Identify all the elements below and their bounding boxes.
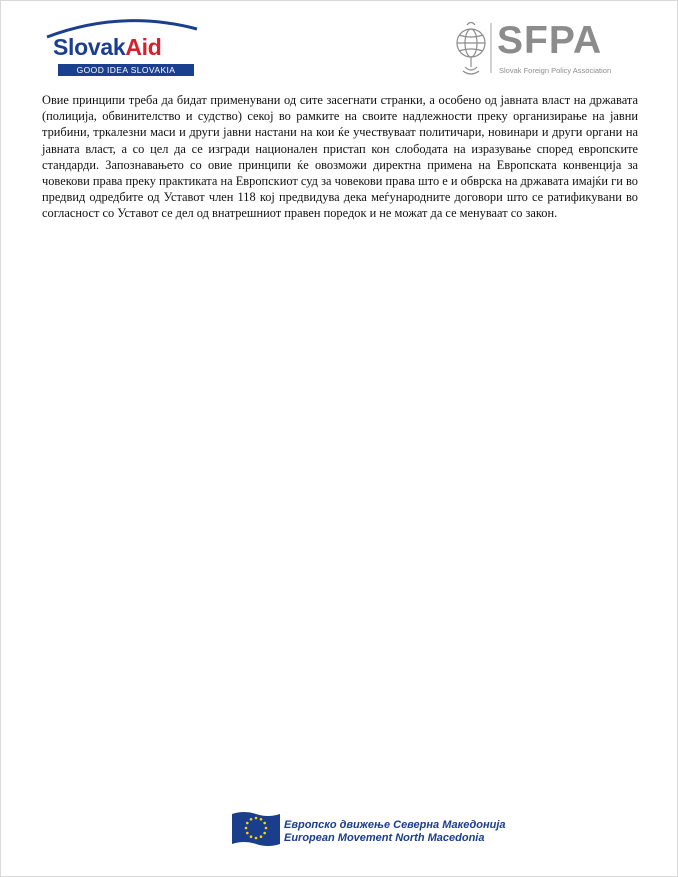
body-paragraph: Овие принципи треба да бидат применувани од сите засегнати странки, а особено од јавната власт на државата (полиција, обвинителство и судство) секој во рамките на своите надлежности преку организирање на јавни трибини, тркалезни маси и други јавни настани на кои ќе учествуваат политичари, новинари и други органи на јавната власт, а со цел да се изгради национален пристап кон слободата на изразување според европските стандарди. Запознавањето со овие принципи ќе овозможи директна примена на Европската конвенција за човекови права преку практиката на Европскиот суд за човекови права што е и обврска на државата имајќи ги во предвид одредбите од Уставот член 118 кој предвидува дека меѓународните договори што се ратификувани во согласност со Уставот се дел од внатрешниот правен поредок и не можат да се менуваат со закон. (42, 93, 638, 221)
globe-emblem-icon (453, 21, 493, 77)
sfpa-logo (453, 21, 633, 79)
footer-org-name-mk: Европско движење Северна Македонија (284, 819, 506, 831)
slovakaid-wordmark (53, 34, 162, 61)
footer-org-name-en: European Movement North Macedonia (284, 832, 485, 844)
sfpa-subtitle: Slovak Foreign Policy Association (499, 66, 612, 75)
slovakaid-logo (41, 15, 201, 77)
sfpa-name: SFPA (497, 19, 603, 62)
eu-flag-icon (232, 810, 280, 848)
footer-logo (232, 810, 512, 850)
slovakaid-tagline: GOOD IDEA SLOVAKIA (58, 64, 194, 76)
slovakaid-name-aid: Aid (125, 34, 162, 60)
slovakaid-name-slovak: Slovak (53, 34, 126, 60)
